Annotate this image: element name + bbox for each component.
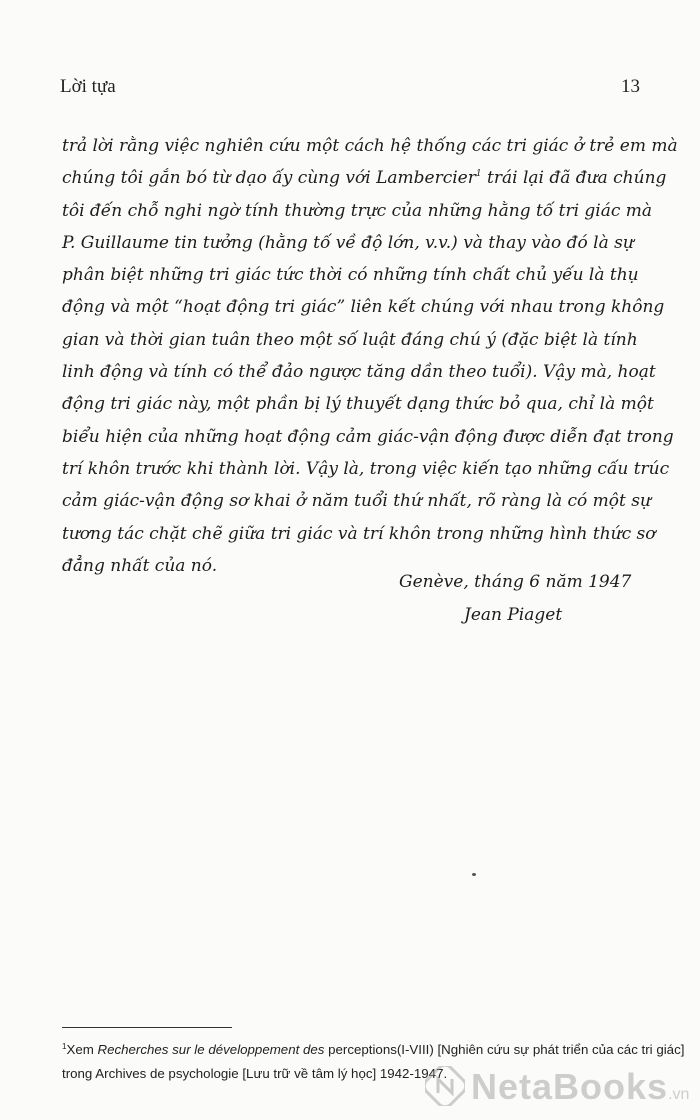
page-number: 13: [621, 76, 640, 97]
netabooks-logo-icon: [425, 1066, 465, 1106]
footnote-line: [62, 1038, 685, 1062]
text-line: linh động và tính có thể đảo ngược tăng dần theo tuổi). Vậy mà, hoạt: [62, 362, 656, 383]
text-line: [62, 162, 667, 194]
text-line: động tri giác này, một phần bị lý thuyết dạng thức bỏ qua, chỉ là một: [62, 394, 654, 415]
watermark-suffix: .vn: [668, 1086, 690, 1103]
footnote-text: perceptions(I-VIII) [Nghiên cứu sự phát triển của các tri giác]: [324, 1042, 685, 1057]
watermark-text: [471, 1066, 689, 1108]
text-line: động và một “hoạt động tri giác” liên kết chúng với nhau trong không: [62, 297, 665, 318]
watermark: [425, 1060, 695, 1112]
text-line: đẳng nhất của nó.: [62, 555, 218, 576]
print-speck: [472, 873, 476, 876]
text-line: phân biệt những tri giác tức thời có những tính chất chủ yếu là thụ: [62, 265, 639, 286]
running-header: [60, 76, 640, 100]
footnote-title: Recherches sur le développement des: [97, 1042, 325, 1057]
text-line: cảm giác-vận động sơ khai ở năm tuổi thứ nhất, rõ ràng là có một sự: [62, 491, 651, 512]
footnote-prefix: Xem: [66, 1042, 98, 1057]
footnote-line: trong Archives de psychologie [Lưu trữ về tâm lý học] 1942-1947.: [62, 1066, 448, 1081]
text-segment: chúng tôi gắn bó từ dạo ấy cùng với Lambercier: [62, 168, 476, 189]
text-line: trả lời rằng việc nghiên cứu một cách hệ thống các tri giác ở trẻ em mà: [62, 136, 678, 156]
text-line: tương tác chặt chẽ giữa tri giác và trí khôn trong những hình thức sơ: [62, 523, 656, 544]
text-line: biểu hiện của những hoạt động cảm giác-vận động được diễn đạt trong: [62, 426, 674, 447]
body-paragraph: [62, 130, 678, 582]
place-and-date: Genève, tháng 6 năm 1947: [399, 572, 632, 592]
author-name: Jean Piaget: [464, 605, 563, 625]
footnote-mark: 1: [62, 1042, 67, 1051]
text-line: trí khôn trước khi thành lời. Vậy là, trong việc kiến tạo những cấu trúc: [62, 458, 670, 479]
footnote-reference: 1: [475, 169, 482, 180]
text-segment: trái lại đã đưa chúng: [487, 168, 667, 189]
footnote-divider: [62, 1027, 232, 1028]
section-title: Lời tựa: [60, 76, 116, 97]
text-line: tôi đến chỗ nghi ngờ tính thường trực của những hằng tố tri giác mà: [62, 200, 653, 221]
text-line: P. Guillaume tin tưởng (hằng tố về độ lớn, v.v.) và thay vào đó là sự: [62, 232, 634, 253]
watermark-brand: NetaBooks: [471, 1066, 669, 1107]
text-line: gian và thời gian tuân theo một số luật đáng chú ý (đặc biệt là tính: [62, 329, 638, 350]
